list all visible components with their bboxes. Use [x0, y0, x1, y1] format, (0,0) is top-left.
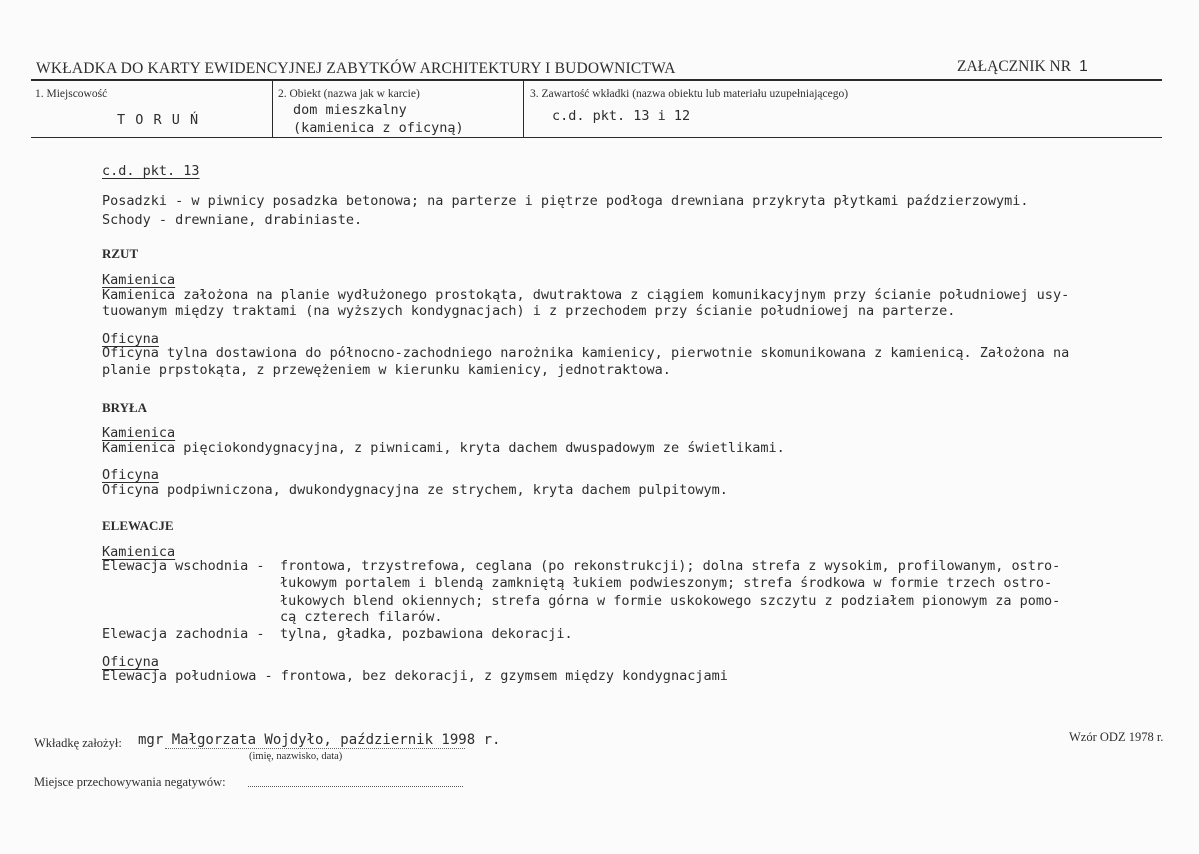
section-heading-rzut: RZUT — [102, 246, 139, 261]
template-note: Wzór ODZ 1978 r. — [1069, 730, 1164, 744]
form-title: WKŁADKA DO KARTY EWIDENCYJNEJ ZABYTKÓW ARCHITEKTURY I BUDOWNICTWA — [36, 60, 676, 77]
floors-line-2: Schody - drewniane, drabiniaste. — [102, 212, 363, 228]
founded-by-caption: (imię, nazwisko, data) — [249, 751, 343, 762]
section-heading-bryla: BRYŁA — [102, 400, 148, 415]
field-locality-label: 1. Miejscowość — [35, 88, 108, 100]
annex-number: 1 — [1079, 58, 1088, 75]
header-divider-2 — [523, 81, 524, 137]
negatives-location-line — [248, 786, 463, 787]
rzut-oficyna-line-2: planie prpstokąta, z przewężeniem w kierunku kamienicy, jednotraktowa. — [102, 362, 671, 378]
header-bottom-rule — [31, 137, 1162, 138]
elew-wschodnia-line-1: frontowa, trzystrefowa, ceglana (po rekonstrukcji); dolna strefa z wysokim, profilowanym, ostro- — [280, 558, 1061, 574]
continuation-label: c.d. pkt. 13 — [102, 163, 200, 179]
header-top-rule — [31, 79, 1162, 81]
annex-label — [957, 58, 1088, 76]
elew-oficyna-label: Oficyna — [102, 654, 159, 670]
rzut-kamienica-label: Kamienica — [102, 272, 176, 288]
bryla-kamienica-line-1: Kamienica pięciokondygnacyjna, z piwnicami, kryta dachem dwuspadowym ze świetlikami. — [102, 440, 785, 456]
bryla-oficyna-line-1: Oficyna podpiwniczona, dwukondygnacyjna ze strychem, kryta dachem pulpitowym. — [102, 482, 728, 498]
field-object-value-line2: (kamienica z oficyną) — [293, 120, 464, 136]
section-heading-elewacje: ELEWACJE — [102, 518, 174, 533]
annex-label-text: ZAŁĄCZNIK NR — [957, 58, 1072, 75]
field-locality-value: T O R U Ń — [117, 112, 200, 128]
elew-wschodnia-line-3: łukowych blend okiennych; strefa górna w formie uskokowego szczytu z podziałem pionowym za pomo- — [280, 593, 1061, 609]
elew-kamienica-label: Kamienica — [102, 544, 176, 560]
negatives-location-label: Miejsce przechowywania negatywów: — [34, 775, 226, 789]
field-contents-label: 3. Zawartość wkładki (nazwa obiektu lub materiału uzupełniającego) — [530, 88, 849, 100]
rzut-kamienica-line-1: Kamienica założona na planie wydłużonego prostokąta, dwutraktowa z ciągiem komunikacyjnym przy ścianie południowej usy- — [102, 287, 1070, 303]
founded-by-label: Wkładkę założył: — [34, 736, 122, 750]
bryla-kamienica-label: Kamienica — [102, 425, 176, 441]
bryla-oficyna-label: Oficyna — [102, 467, 159, 483]
founded-by-underline — [165, 748, 465, 749]
floors-line-1: Posadzki - w piwnicy posadzka betonowa; na parterze i piętrze podłoga drewniana przykryta płytkami paździerzowymi. — [102, 193, 1029, 209]
rzut-oficyna-label: Oficyna — [102, 331, 159, 347]
rzut-oficyna-line-1: Oficyna tylna dostawiona do północno-zachodniego narożnika kamienicy, pierwotnie skomunikowana z kamienicą. Założona na — [102, 345, 1070, 361]
founded-by-value: mgr Małgorzata Wojdyło, październik 1998 r. — [138, 732, 501, 748]
elew-zachodnia-label: Elewacja zachodnia - — [102, 626, 265, 642]
elew-wschodnia-line-2: łukowym portalem i blendą zamkniętą łukiem podwieszonym; strefa środkowa w formie trzech ostro- — [280, 575, 1053, 591]
elew-wschodnia-label: Elewacja wschodnia - — [102, 558, 265, 574]
rzut-kamienica-line-2: tuowanym między traktami (na wyższych kondygnacjach) i z przechodem przy ścianie południowej na parterze. — [102, 303, 956, 319]
elew-wschodnia-line-4: cą czterech filarów. — [280, 609, 443, 625]
header-divider-1 — [272, 81, 273, 137]
field-contents-value: c.d. pkt. 13 i 12 — [552, 108, 691, 124]
elew-poludniowa-line: Elewacja południowa - frontowa, bez dekoracji, z gzymsem między kondygnacjami — [102, 668, 728, 684]
field-object-value-line1: dom mieszkalny — [293, 102, 407, 118]
elew-zachodnia-text: tylna, gładka, pozbawiona dekoracji. — [280, 626, 573, 642]
field-object-label: 2. Obiekt (nazwa jak w karcie) — [278, 88, 420, 100]
